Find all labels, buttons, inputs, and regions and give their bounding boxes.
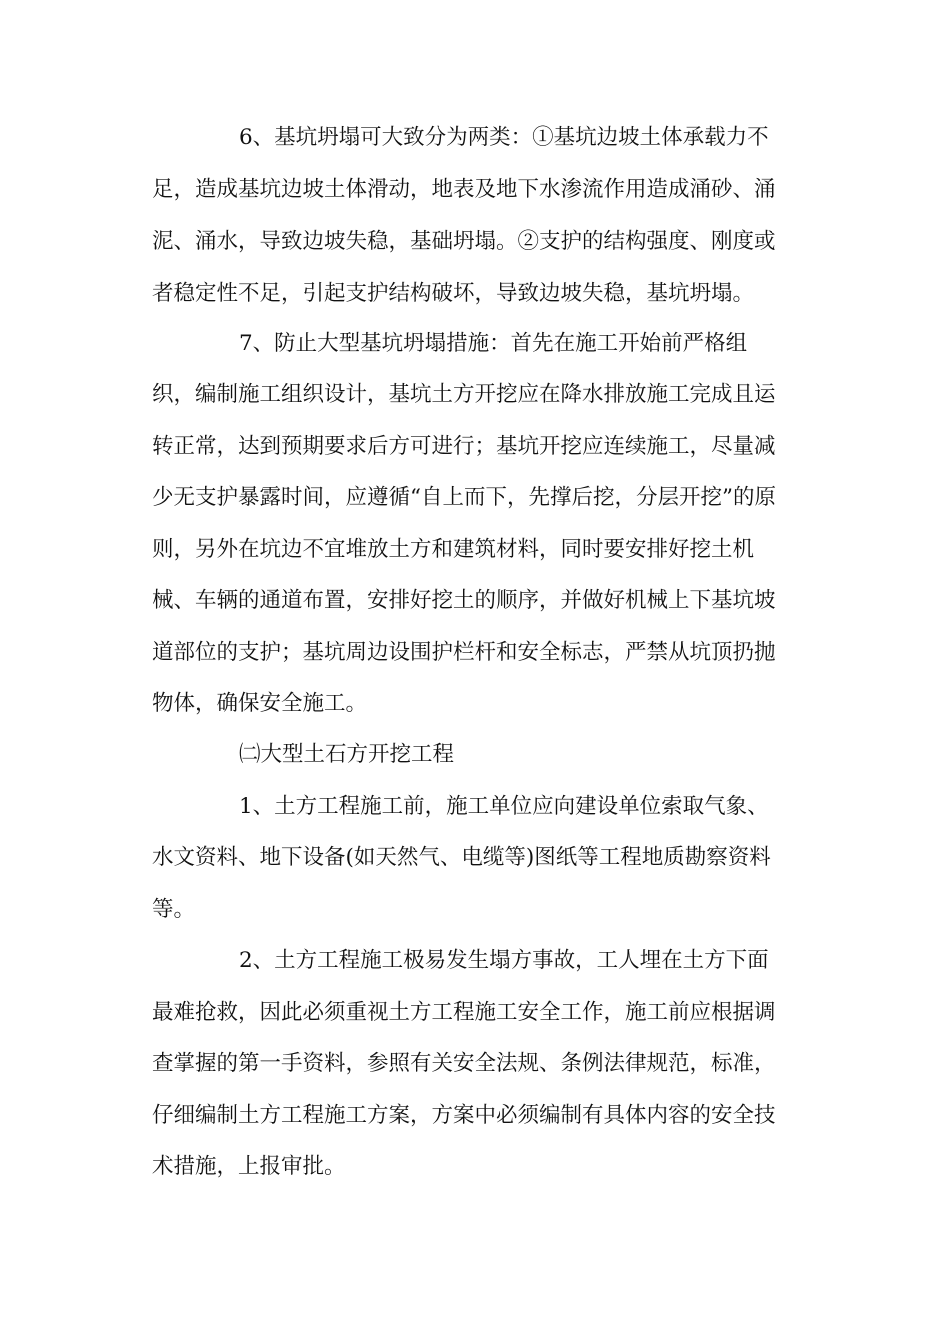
item-2-line-5: 术措施，上报审批。: [152, 1154, 346, 1179]
paragraph-6-line-4: 者稳定性不足，引起支护结构破坏，导致边坡失稳，基坑坍塌。: [152, 281, 755, 306]
section-heading: ㈡大型土石方开挖工程: [239, 742, 455, 767]
paragraph-7-line-6: 械、车辆的通道布置，安排好挖土的顺序，并做好机械上下基坑坡: [152, 588, 776, 613]
paragraph-7-line-2: 织，编制施工组织设计，基坑土方开挖应在降水排放施工完成且运: [152, 382, 776, 407]
paragraph-6-line-1: 6、基坑坍塌可大致分为两类：①基坑边坡土体承载力不: [239, 125, 769, 150]
item-2-line-4: 仔细编制土方工程施工方案，方案中必须编制有具体内容的安全技: [152, 1103, 776, 1128]
paragraph-7-line-8: 物体，确保安全施工。: [152, 691, 368, 716]
item-1-line-3: 等。: [152, 897, 196, 922]
paragraph-7-line-7: 道部位的支护；基坑周边设围护栏杆和安全标志，严禁从坑顶扔抛: [152, 640, 776, 665]
paragraph-6-line-2: 足，造成基坑边坡土体滑动，地表及地下水渗流作用造成涌砂、涌: [152, 177, 776, 202]
item-2-line-1: 2、土方工程施工极易发生塌方事故，工人埋在土方下面: [239, 948, 769, 973]
paragraph-7-line-4: 少无支护暴露时间，应遵循“自上而下，先撑后挖，分层开挖”的原: [152, 485, 776, 510]
paragraph-7-line-5: 则，另外在坑边不宜堆放土方和建筑材料，同时要安排好挖土机: [152, 537, 755, 562]
paragraph-7-line-1: 7、防止大型基坑坍塌措施：首先在施工开始前严格组: [239, 331, 748, 356]
paragraph-6-line-3: 泥、涌水，导致边坡失稳，基础坍塌。②支护的结构强度、刚度或: [152, 229, 776, 254]
item-2-line-3: 查掌握的第一手资料，参照有关安全法规、条例法律规范，标准，: [152, 1051, 776, 1076]
item-2-line-2: 最难抢救，因此必须重视土方工程施工安全工作，施工前应根据调: [152, 1000, 776, 1025]
item-1-line-1: 1、土方工程施工前，施工单位应向建设单位索取气象、: [239, 794, 769, 819]
paragraph-7-line-3: 转正常，达到预期要求后方可进行；基坑开挖应连续施工，尽量减: [152, 434, 776, 459]
item-1-line-2: 水文资料、地下设备(如天然气、电缆等)图纸等工程地质勘察资料: [152, 845, 771, 870]
